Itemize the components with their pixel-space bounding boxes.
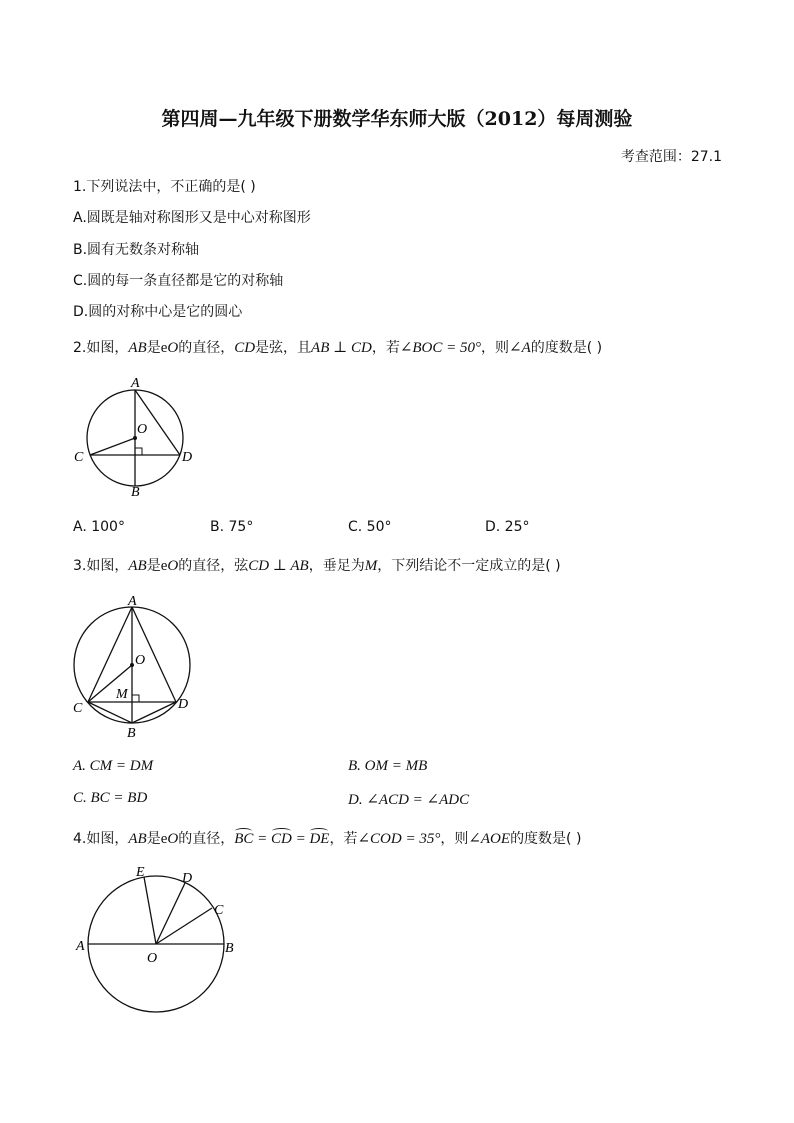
label-a: A [131, 376, 140, 391]
center-point [130, 663, 134, 667]
question-1-option-c: C.圆的每一条直径都是它的对称轴 [73, 273, 284, 289]
question-1-option-d: D.圆的对称中心是它的圆心 [73, 304, 243, 320]
question-3-stem: 3.如图，AB是eO的直径，弦CD ⊥ AB，垂足为M，下列结论不一定成立的是( ) [73, 558, 561, 574]
label-o: O [135, 653, 146, 668]
question-3-option-b: B. OM = MB [348, 758, 428, 774]
question-2-figure [70, 374, 210, 502]
right-angle-mark [135, 448, 142, 455]
arc-bc: BC [234, 831, 254, 847]
question-1-stem: 1.下列说法中，不正确的是( ) [73, 179, 256, 195]
question-3-option-c: C. BC = BD [73, 790, 148, 806]
question-2-option-b: B. 75° [210, 519, 254, 535]
question-3-figure [68, 594, 198, 742]
question-1-option-b: B.圆有无数条对称轴 [73, 242, 200, 258]
label-c: C [214, 903, 224, 918]
question-2-option-d: D. 25° [485, 519, 530, 535]
question-2-stem: 2.如图，AB是eO的直径，CD是弦，且AB ⊥ CD，若∠BOC = 50°，则∠A的度数是( ) [73, 340, 603, 356]
arc-cd: CD [271, 831, 292, 847]
label-d: D [182, 450, 193, 465]
label-o: O [147, 951, 158, 966]
radius-oe [144, 877, 156, 944]
label-d: D [178, 697, 189, 712]
label-c: C [74, 450, 84, 465]
label-e: E [136, 865, 145, 880]
exam-scope: 考查范围：27.1 [620, 149, 722, 165]
question-4-stem: 4.如图，AB是eO的直径，BC = CD = DE，若∠COD = 35°，则∠AOE的度数是( ) [73, 831, 582, 847]
question-2-option-a: A. 100° [73, 519, 125, 535]
question-2-option-c: C. 50° [348, 519, 392, 535]
segment-bc [88, 702, 132, 723]
label-b: B [127, 726, 136, 741]
arc-de: DE [309, 831, 330, 847]
segment-bd [132, 702, 176, 723]
question-1-option-a: A.圆既是轴对称图形又是中心对称图形 [73, 210, 311, 226]
label-b: B [225, 941, 234, 956]
question-4-figure [72, 862, 247, 1022]
right-angle-mark [132, 695, 139, 702]
label-c: C [73, 701, 83, 716]
page-title: 第四周—九年级下册数学华东师大版（2012）每周测验 [161, 108, 633, 130]
label-d: D [182, 871, 193, 886]
segment-oc [90, 438, 135, 455]
label-o: O [137, 422, 148, 437]
question-3-option-d: D. ∠ACD = ∠ADC [348, 792, 470, 808]
question-3-option-a: A. CM = DM [73, 758, 154, 774]
label-b: B [131, 485, 140, 500]
label-m: M [116, 687, 128, 702]
label-a: A [76, 939, 85, 954]
label-a: A [128, 594, 137, 609]
